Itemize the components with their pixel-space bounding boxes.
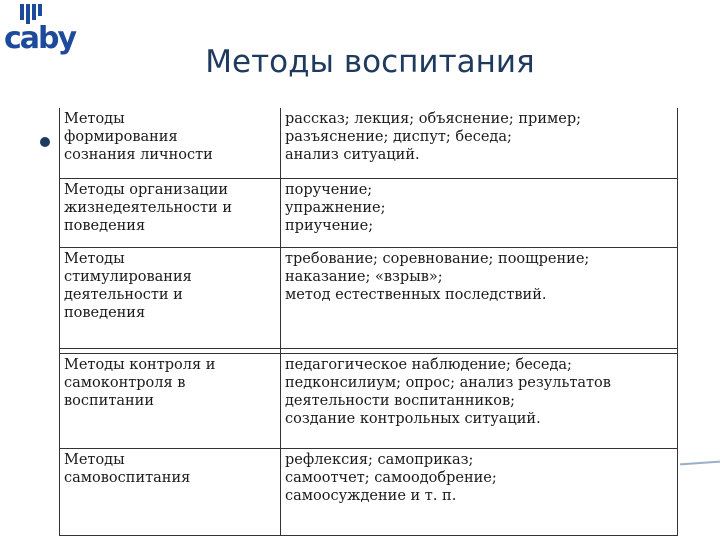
logo-text: caby (4, 21, 76, 56)
method-line: сознания личности (64, 147, 213, 163)
example-line: метод естественных последствий. (285, 287, 547, 303)
example-line: приучение; (285, 218, 374, 234)
slide-title: Методы воспитания (205, 44, 535, 80)
example-line: рассказ; лекция; объяснение; пример; (285, 111, 582, 127)
example-line: деятельности воспитанников; (285, 393, 516, 409)
method-line: самовоспитания (64, 470, 191, 486)
table-row (60, 248, 678, 349)
method-line: деятельности и (64, 287, 183, 303)
decorative-line (680, 461, 720, 466)
method-line: Методы организации (64, 182, 229, 198)
method-line: поведения (64, 305, 146, 321)
table-row (60, 449, 678, 536)
example-line: самоотчет; самоодобрение; (285, 470, 497, 486)
example-line: самоосуждение и т. п. (285, 488, 457, 504)
method-name-cell (60, 248, 281, 349)
method-name-cell (60, 449, 281, 536)
method-line: Методы (64, 452, 125, 468)
method-line: жизнедеятельности и (64, 200, 232, 216)
method-line: стимулирования (64, 269, 192, 285)
methods-table (59, 108, 678, 528)
method-examples-cell (281, 108, 678, 179)
method-examples-cell (281, 449, 678, 536)
example-line: педконсилиум; опрос; анализ результатов (285, 375, 611, 391)
table-row (60, 179, 678, 248)
example-line: рефлексия; самоприказ; (285, 452, 474, 468)
method-name-cell (60, 179, 281, 248)
method-name-cell (60, 108, 281, 179)
method-examples-cell (281, 179, 678, 248)
method-line: Методы контроля и (64, 357, 216, 373)
example-line: создание контрольных ситуаций. (285, 411, 541, 427)
method-line: воспитании (64, 393, 155, 409)
method-examples-cell (281, 248, 678, 349)
example-line: педагогическое наблюдение; беседа; (285, 357, 572, 373)
bullet-icon (40, 137, 50, 147)
example-line: упражнение; (285, 200, 386, 216)
method-line: поведения (64, 218, 146, 234)
method-examples-cell (281, 354, 678, 449)
example-line: требование; соревнование; поощрение; (285, 251, 590, 267)
example-line: наказание; «взрыв»; (285, 269, 443, 285)
method-name-cell (60, 354, 281, 449)
method-line: самоконтроля в (64, 375, 186, 391)
table-row (60, 354, 678, 449)
example-line: поручение; (285, 182, 373, 198)
method-line: Методы (64, 111, 125, 127)
method-line: Методы (64, 251, 125, 267)
example-line: анализ ситуаций. (285, 147, 420, 163)
example-line: разъяснение; диспут; беседа; (285, 129, 512, 145)
method-line: формирования (64, 129, 178, 145)
table-row (60, 108, 678, 179)
